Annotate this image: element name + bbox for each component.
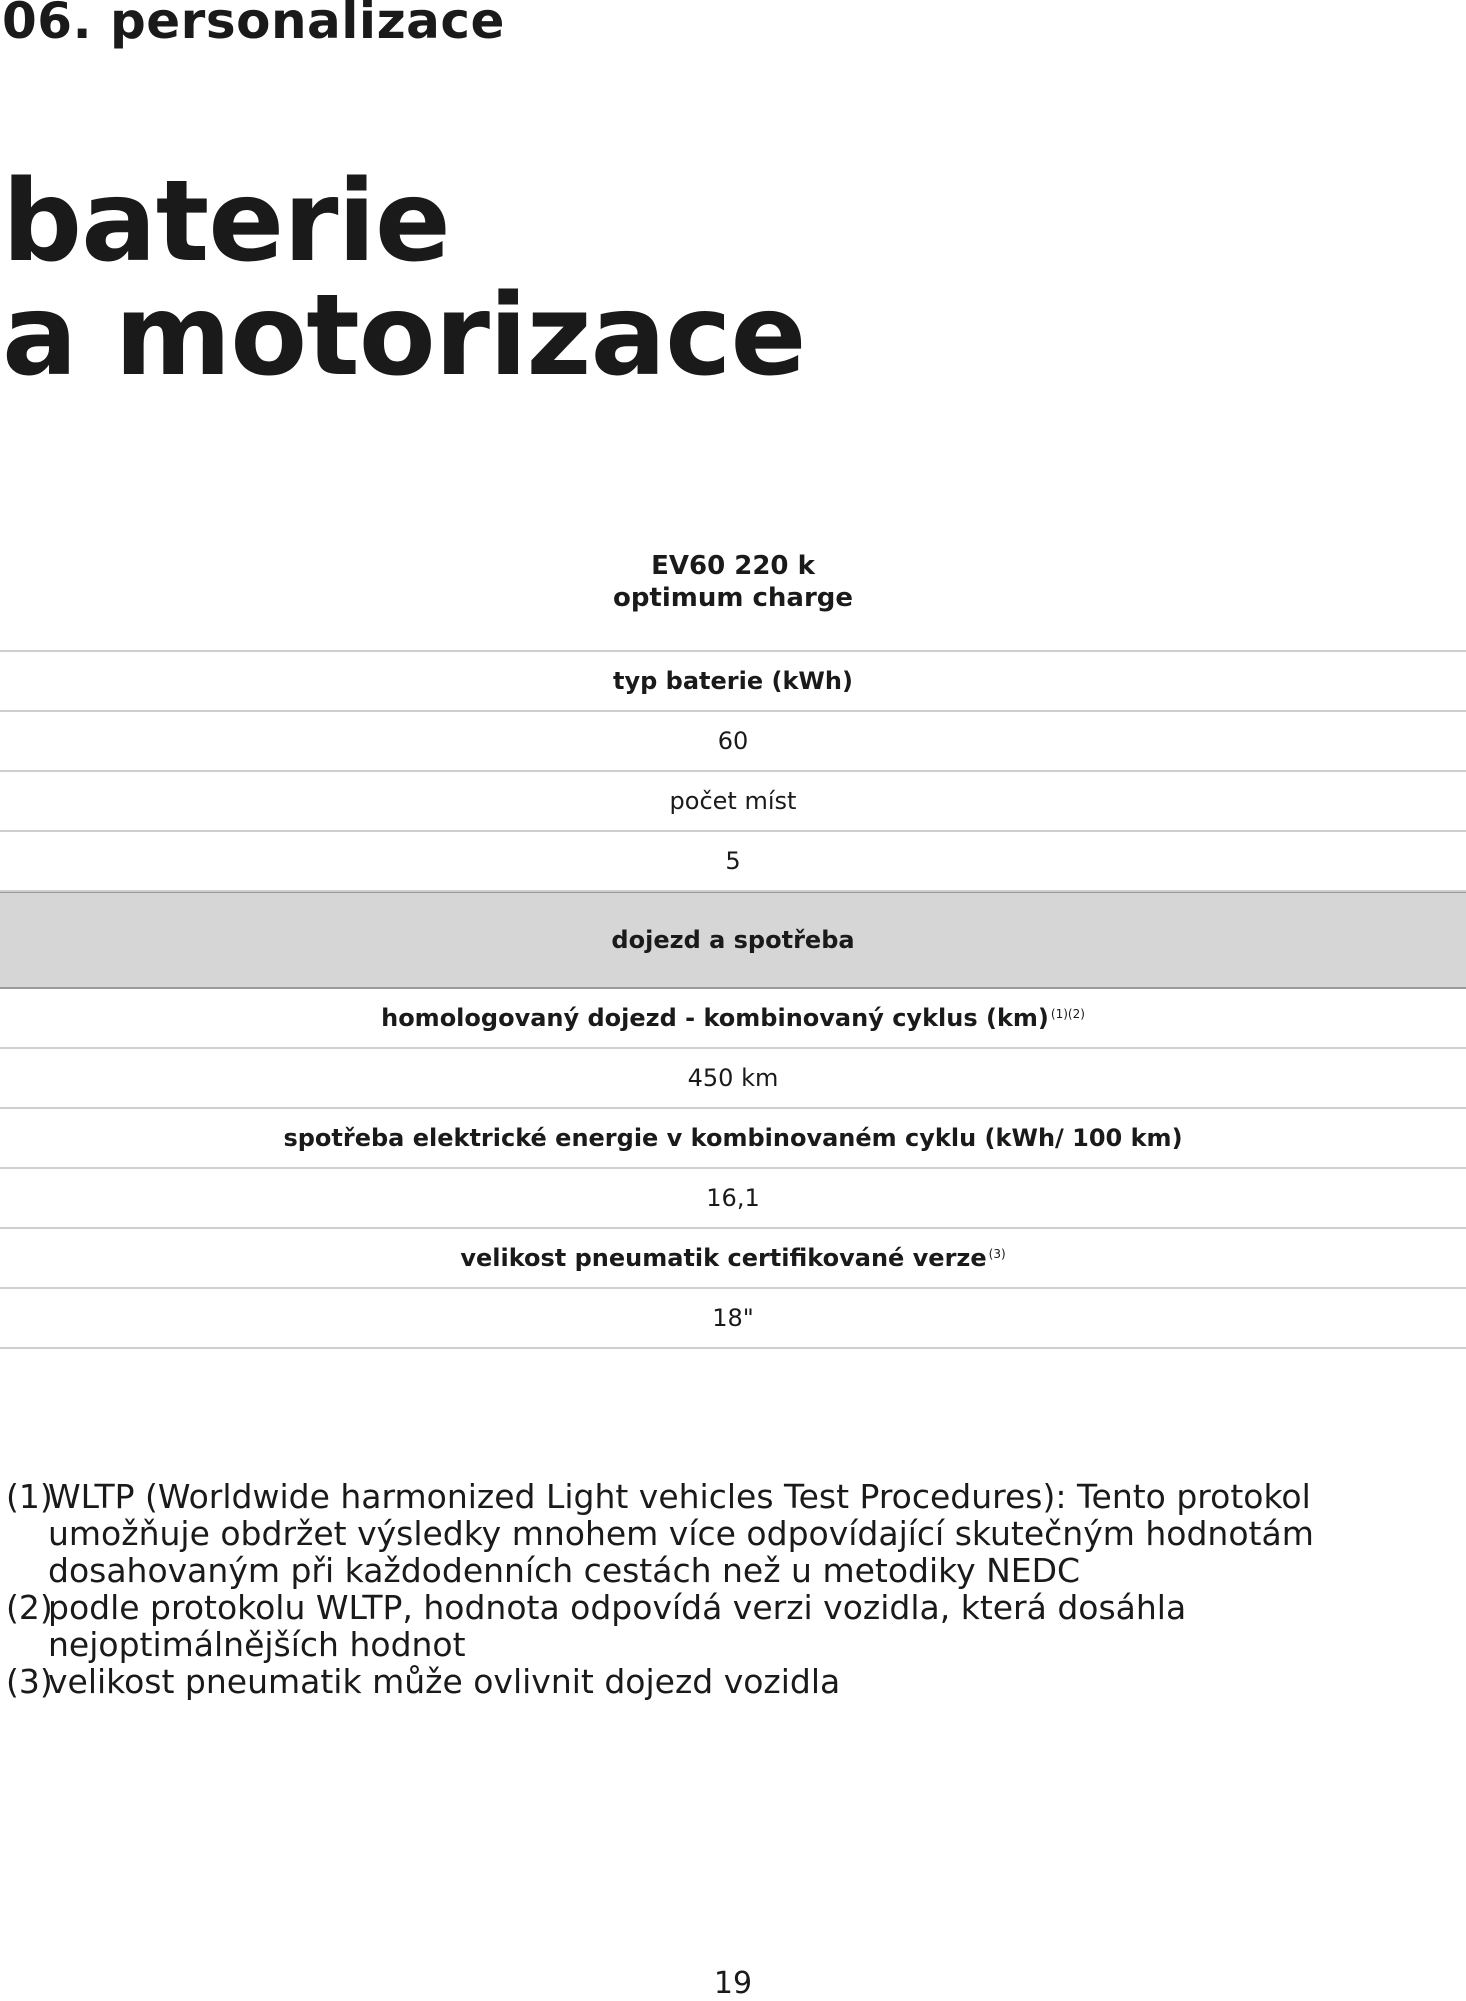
footnote-text: WLTP (Worldwide harmonized Light vehicles Test Procedures): Tento protokol umožňuje obdržet výsledky mnohem více odpovídající skutečným hodnotám dosahovaným při každodenních cestách než u metodiky NEDC <box>48 1477 1314 1590</box>
seats-value: 5 <box>725 847 741 875</box>
section-title: 06. personalizace <box>2 0 505 50</box>
page-headline <box>2 157 806 401</box>
seats-value-row <box>0 832 1466 892</box>
battery-type-label-row <box>0 652 1466 712</box>
footnote-1 <box>6 1478 1446 1589</box>
footnote-number: (1) <box>6 1477 53 1516</box>
footnote-3 <box>6 1663 1446 1700</box>
consumption-value: 16,1 <box>706 1184 760 1212</box>
battery-type-value: 60 <box>717 727 749 755</box>
footnote-number: (3) <box>6 1662 53 1701</box>
range-value: 450 km <box>687 1064 779 1092</box>
headline-line-2: a motorizace <box>2 271 806 401</box>
range-section-title: dojezd a spotřeba <box>611 926 855 954</box>
seats-label: počet míst <box>669 787 797 815</box>
range-footnote-ref: (1)(2) <box>1050 1007 1085 1021</box>
consumption-label: spotřeba elektrické energie v kombinovaném cyklu (kWh/ 100 km) <box>283 1124 1183 1152</box>
page-number: 19 <box>713 1966 753 2001</box>
tyre-size-value: 18" <box>712 1304 754 1332</box>
battery-type-label: typ baterie (kWh) <box>613 667 853 695</box>
footnotes <box>6 1478 1446 1700</box>
footnote-text: podle protokolu WLTP, hodnota odpovídá verzi vozidla, která dosáhla nejoptimálnějších hodnot <box>48 1588 1187 1664</box>
range-label-row <box>0 989 1466 1049</box>
tyre-size-value-row <box>0 1289 1466 1349</box>
battery-type-value-row <box>0 712 1466 772</box>
tyre-size-label-row <box>0 1229 1466 1289</box>
footnote-text: velikost pneumatik může ovlivnit dojezd vozidla <box>48 1662 841 1701</box>
consumption-label-row <box>0 1109 1466 1169</box>
headline-line-1: baterie <box>2 157 450 287</box>
seats-label-row <box>0 772 1466 832</box>
range-value-row <box>0 1049 1466 1109</box>
model-name: EV60 220 k <box>651 551 815 581</box>
model-heading <box>0 550 1466 614</box>
model-variant: optimum charge <box>612 583 854 613</box>
footnote-number: (2) <box>6 1588 53 1627</box>
tyre-footnote-ref: (3) <box>988 1247 1006 1261</box>
spec-table <box>0 650 1466 1349</box>
footnote-2 <box>6 1589 1446 1663</box>
tyre-size-label: velikost pneumatik certifikované verze <box>460 1244 987 1272</box>
consumption-value-row <box>0 1169 1466 1229</box>
range-section-band <box>0 892 1466 989</box>
range-label: homologovaný dojezd - kombinovaný cyklus (km) <box>381 1004 1049 1032</box>
